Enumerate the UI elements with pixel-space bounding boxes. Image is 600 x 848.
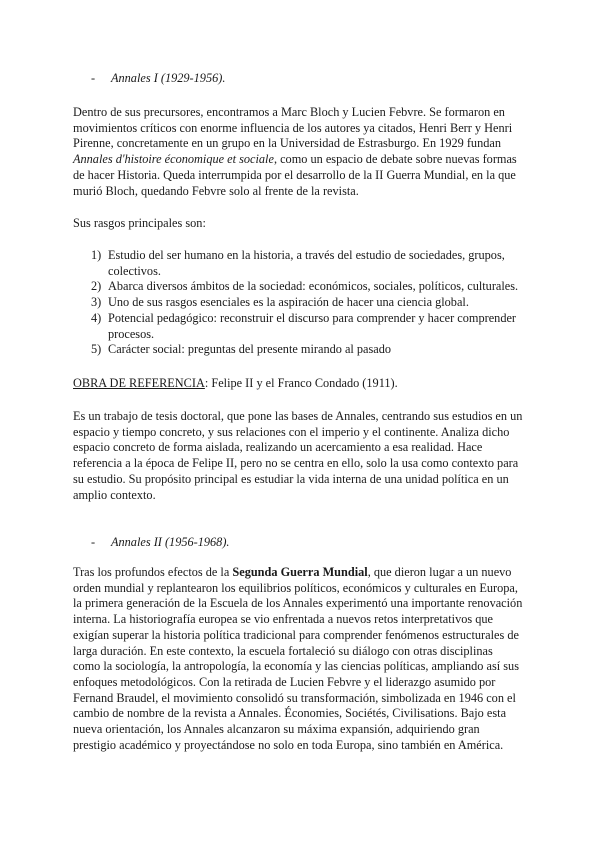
- trait-text: Uno de sus rasgos esenciales es la aspiración de hacer una ciencia global.: [108, 295, 469, 310]
- trait-item: [91, 295, 521, 311]
- trait-item: [91, 279, 521, 295]
- trait-item: [91, 342, 521, 358]
- heading-dash: -: [91, 71, 96, 85]
- trait-item: [91, 248, 521, 279]
- paragraph-precursors: [73, 105, 523, 199]
- trait-number: 4): [91, 310, 102, 325]
- paragraph-text: Dentro de sus precursores, encontramos a Marc Bloch y Lucien Febvre. Se formaron en movimientos críticos con enorme influencia de los autores ya citados, Henri Berr y Henri Pirenne, concretamente en un grupo en la Universidad de Estrasburgo. En 1929 fundan: [73, 105, 513, 151]
- trait-number: 5): [91, 342, 102, 357]
- trait-number: 3): [91, 295, 102, 310]
- trait-number: 2): [91, 279, 102, 294]
- traits-intro: [73, 216, 523, 232]
- bold-phrase: Segunda Guerra Mundial: [232, 565, 368, 579]
- reference-text: : Felipe II y el Franco Condado (1911).: [204, 376, 398, 390]
- heading-text: Annales II (1956-1968).: [111, 535, 230, 549]
- traits-list: [91, 248, 521, 358]
- paragraph-text: , que dieron lugar a un nuevo orden mundial y replantearon los equilibrios políticos, económicos y culturales en Europa, la primera generación de la Escuela de los Annales experimentó una importante renovación interna. La historiografía europea se vio enfrentada a nuevos retos interpretativos que exigían superar la historia política tradicional para comprender fenómenos estructurales de larga duración. En este contexto, la escuela fortaleció su diálogo con otras disciplinas como la sociología, la antropología, la economía y las ciencias políticas, ampliando así sus enfoques metodológicos. Con la retirada de Lucien Febvre y el liderazgo asumido por Fernand Braudel, el movimiento consolidó su transformación, simbolizada en 1946 con el cambio de nombre de la revista a Annales. Économies, Sociétés, Civilisations. Bajo esta nueva orientación, los Annales alcanzaron su máxima expansión, adquiriendo gran prestigio académico y proyectándose no solo en toda Europa, sino también en América.: [73, 565, 523, 752]
- trait-text: Potencial pedagógico: reconstruir el discurso para comprender y hacer comprender procesos.: [108, 310, 517, 341]
- trait-number: 1): [91, 248, 102, 262]
- paragraph-annales-2: [73, 565, 523, 753]
- paragraph-text: , como un espacio de debate sobre nuevas formas de hacer Historia. Queda interrumpida por el desarrollo de la II Guerra Mundial, en la que murió Bloch, quedando Febvre solo al frente de la revista.: [73, 152, 517, 198]
- section-heading-annales-1: [91, 71, 225, 87]
- trait-text: Abarca diversos ámbitos de la sociedad: económicos, sociales, políticos, culturales.: [108, 279, 519, 294]
- traits-intro-text: Sus rasgos principales son:: [73, 216, 206, 230]
- paragraph-text: Tras los profundos efectos de la: [73, 565, 233, 579]
- reference-label: OBRA DE REFERENCIA: [73, 376, 205, 390]
- paragraph-reference-work: [73, 409, 523, 503]
- heading-dash: -: [91, 535, 96, 549]
- trait-text: Carácter social: preguntas del presente mirando al pasado: [108, 342, 392, 357]
- paragraph-text: Es un trabajo de tesis doctoral, que pone las bases de Annales, centrando sus estudios en un espacio y tiempo concreto, y sus relaciones con el imperio y el continente. Analiza dicho espacio concreto de forma aislada, realizando un acercamiento a esa realidad. Hace referencia a la época de Felipe II, pero no se centra en ello, solo la usa como contexto para su estudio. Su propósito principal es estudiar la vida interna de una unidad política en un amplio contexto.: [73, 409, 523, 502]
- section-heading-annales-2: [91, 535, 230, 551]
- reference-line: [73, 376, 523, 392]
- heading-text: Annales I (1929-1956).: [111, 71, 226, 85]
- trait-item: [91, 311, 521, 342]
- journal-title: Annales d'histoire économique et sociale: [73, 152, 274, 167]
- trait-text: Estudio del ser humano en la historia, a través del estudio de sociedades, grupos, colectivos.: [108, 248, 505, 278]
